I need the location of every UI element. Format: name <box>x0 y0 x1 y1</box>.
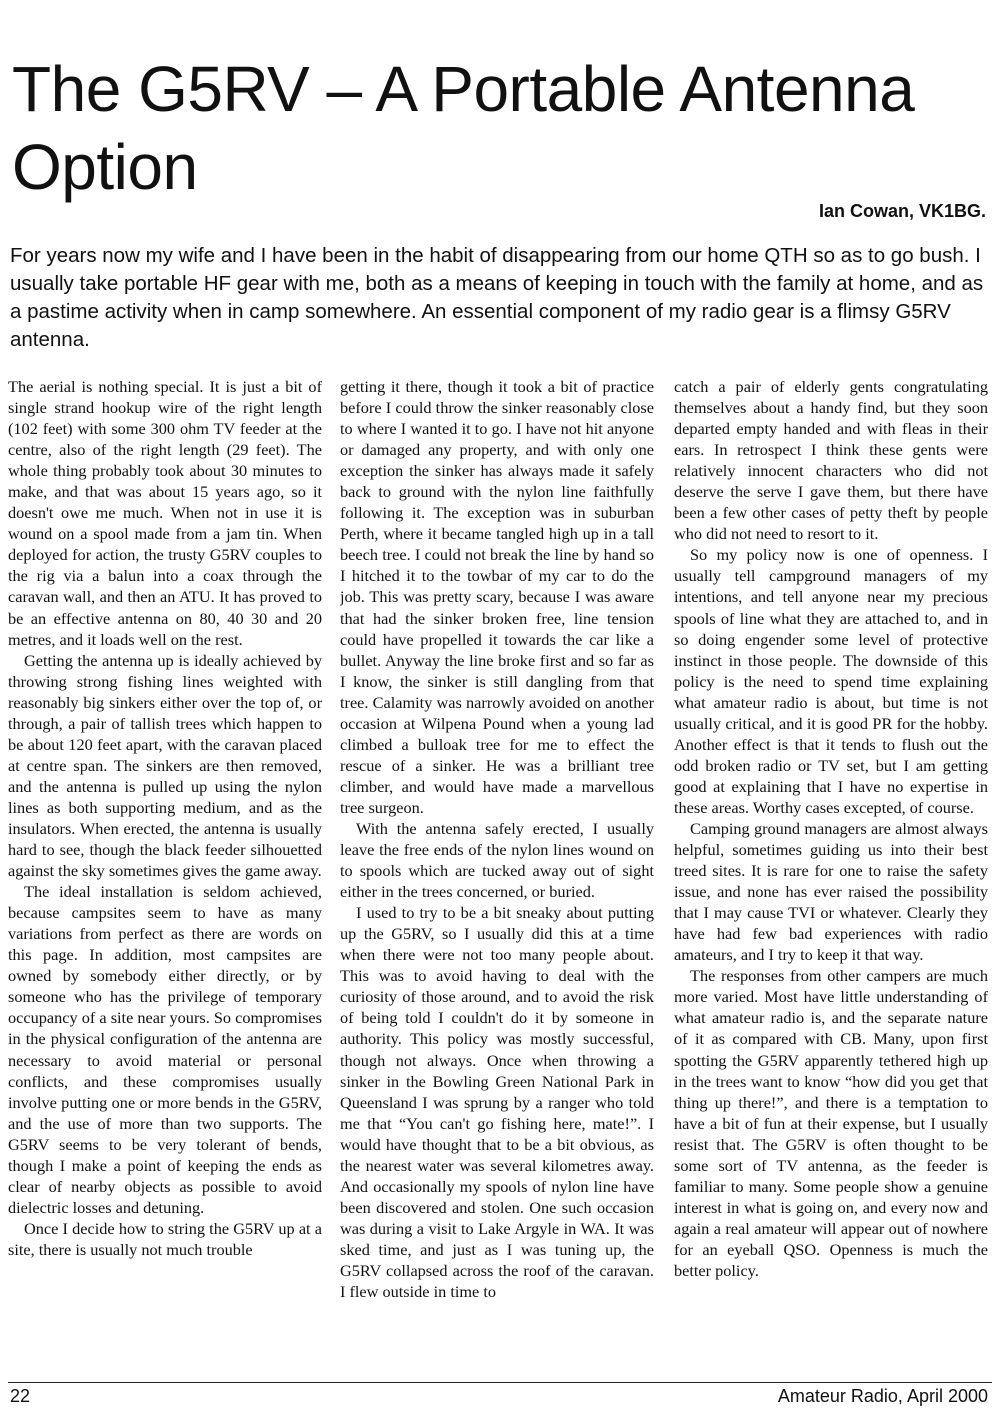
paragraph: So my policy now is one of openness. I usually tell campground managers of my intentions, and tell anyone near my precious spools of line what they are attached to, and in so doing engender some level of protective instinct in those people. The downside of this policy is the need to spend time explaining what amateur radio is about, but time is not usually critical, and it is good PR for the hobby. Another effect is that it tends to flush out the odd broken radio or TV set, but I am getting good at explaining that I have no expertise in these areas. Worthy cases excepted, of course. <box>674 545 988 817</box>
article-title: The G5RV – A Portable Antenna Option <box>12 53 915 203</box>
author-byline: Ian Cowan, VK1BG. <box>818 201 986 221</box>
paragraph: catch a pair of elderly gents congratulating themselves about a handy find, but they soon departed empty handed and with fleas in their ears. In retrospect I think these gents were relatively innocent characters who did not deserve the serve I gave them, but there have been a few other cases of petty theft by people who did not need to resort to it. <box>674 377 988 544</box>
text-column-3 <box>674 376 988 1371</box>
text-column-1 <box>8 376 322 1371</box>
paragraph: I used to try to be a bit sneaky about putting up the G5RV, so I usually did this at a time when there were not too many people about. This was to avoid having to deal with the curiosity of those around, and to avoid the risk of being told I couldn't do it by someone in authority. This policy was mostly successful, though not always. Once when throwing a sinker in the Bowling Green National Park in Queensland I was sprung by a ranger who told me that “You can't go fishing here, mate!”. I would have thought that to be a bit obvious, as the nearest water was several kilometres away. And occasionally my spools of nylon line have been discovered and stolen. One such occasion was during a visit to Lake Argyle in WA. It was sked time, and just as I was tuning up, the G5RV collapsed across the roof of the caravan. I flew outside in time to <box>340 903 654 1302</box>
paragraph: getting it there, though it took a bit of practice before I could throw the sinker reasonably close to where I wanted it to go. I have not hit anyone or damaged any property, and with only one exception the sinker has always made it safely back to ground with the nylon line faithfully following it. The exception was in suburban Perth, where it became tangled high up in a tall beech tree. I could not break the line by hand so I hitched it to the towbar of my car to do the job. This was pretty scary, because I was aware that had the sinker broken free, line tension could have propelled it towards the car like a bullet. Anyway the line broke first and so far as I know, the sinker is still dangling from that tree. Calamity was narrowly avoided on another occasion at Wilpena Pound when a young lad climbed a bulloak tree for me to effect the rescue of a sinker. He was a brilliant tree climber, and would have made a marvellous tree surgeon. <box>340 377 654 817</box>
text-column-2 <box>340 376 654 1371</box>
page-number: 22 <box>10 1386 31 1406</box>
paragraph: Camping ground managers are almost always helpful, sometimes guiding us into their best treed sites. It is rare for one to raise the safety issue, and none has ever raised the possibility that I may cause TVI or whatever. Clearly they have had few bad experiences with radio amateurs, and I try to keep it that way. <box>674 818 988 965</box>
paragraph: The responses from other campers are much more varied. Most have little understanding of what amateur radio is, and the separate nature of it as compared with CB. Many, upon first spotting the G5RV apparently tethered high up in the trees want to know “how did you get that thing up there!”, and there is a temptation to have a bit of fun at their expense, but I usually resist that. The G5RV is often thought to be some sort of TV antenna, as the feeder is familiar to many. Some people show a genuine interest in what is going on, and every now and again a real amateur will appear out of nowhere for an eyeball QSO. Openness is much the better policy. <box>674 966 988 1280</box>
paragraph: The aerial is nothing special. It is just a bit of single strand hookup wire of the right length (102 feet) with some 300 ohm TV feeder at the centre, also of the right length (29 feet). The whole thing probably took about 30 minutes to make, and that was about 15 years ago, so it doesn't owe me much. When not in use it is wound on a spool made from a jam tin. When deployed for action, the trusty G5RV couples to the rig via a balun into a coax through the caravan wall, and then an ATU. It has proved to be an effective antenna on 80, 40 30 and 20 metres, and it loads well on the rest. <box>8 377 322 649</box>
paragraph: With the antenna safely erected, I usually leave the free ends of the nylon lines wound on to spools which are tucked away out of sight either in the trees concerned, or buried. <box>340 818 654 902</box>
footer-divider <box>8 1382 992 1383</box>
paragraph: The ideal installation is seldom achieved, because campsites seem to have as many variations from perfect as there are words on this page. In addition, most campsites are owned by somebody either directly, or by someone who has the privilege of temporary occupancy of a site near yours. So compromises in the physical configuration of the antenna are necessary to avoid material or personal conflicts, and these compromises usually involve putting one or more bends in the G5RV, and the use of more than two supports. The G5RV seems to be very tolerant of bends, though I make a point of keeping the ends as clear of nearby objects as possible to avoid dielectric losses and detuning. <box>8 882 322 1217</box>
paragraph: Getting the antenna up is ideally achieved by throwing strong fishing lines weighted with reasonably big sinkers either over the top of, or through, a pair of tallish trees which happen to be about 120 feet apart, with the caravan placed at centre span. The sinkers are then removed, and the antenna is pulled up using the nylon lines as both supporting medium, and as the insulators. When erected, the antenna is usually hard to see, though the black feeder silhouetted against the sky sometimes gives the game away. <box>8 650 322 881</box>
publication-footer: Amateur Radio, April 2000 <box>777 1386 988 1406</box>
article-intro: For years now my wife and I have been in the habit of disappearing from our home QTH so as to go bush. I usually take portable HF gear with me, both as a means of keeping in touch with the family at home, and as a pastime activity when in camp somewhere. An essential component of my radio gear is a flimsy G5RV antenna. <box>10 244 984 351</box>
paragraph: Once I decide how to string the G5RV up at a site, there is usually not much trouble <box>8 1218 322 1259</box>
